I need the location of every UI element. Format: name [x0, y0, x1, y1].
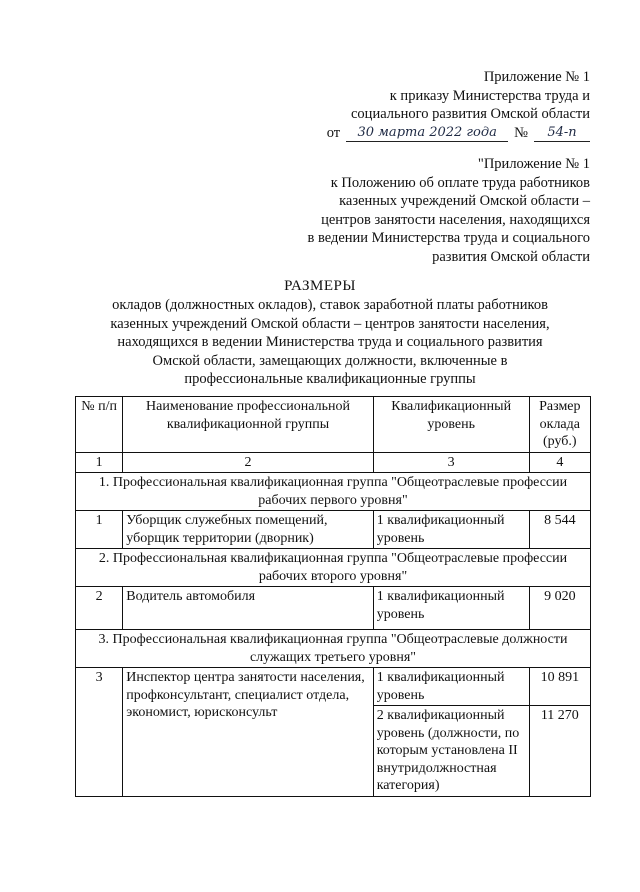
row-salary: 11 270: [529, 706, 590, 797]
index-cell: 2: [123, 452, 373, 473]
row-name: Уборщик служебных помещений, уборщик территории (дворник): [123, 511, 373, 549]
row-num: 3: [76, 668, 123, 797]
header-num: № п/п: [76, 397, 123, 453]
table-row: [76, 668, 591, 706]
row-salary: 9 020: [529, 587, 590, 630]
table-header-row: [76, 397, 591, 453]
appendix-line: к приказу Министерства труда и: [389, 87, 590, 104]
row-salary: 10 891: [529, 668, 590, 706]
row-num: 2: [76, 587, 123, 630]
handwritten-number: 54-п: [534, 125, 590, 142]
header-salary: Размер оклада (руб.): [529, 397, 590, 453]
appendix-line: центров занятости населения, находящихся: [321, 211, 590, 228]
row-level: 1 квалификационный уровень: [373, 511, 529, 549]
row-salary: 8 544: [529, 511, 590, 549]
table-row: [76, 587, 591, 630]
group-title: 2. Профессиональная квалификационная группа "Общеотраслевые профессии рабочих второго уровня": [76, 549, 591, 587]
appendix-line: социального развития Омской области: [351, 106, 590, 122]
subtitle-line: профессиональные квалификационные группы: [184, 371, 476, 387]
appendix-line: в ведении Министерства труда и социального: [307, 230, 590, 246]
group-title: 1. Профессиональная квалификационная группа "Общеотраслевые профессии рабочих первого уровня": [76, 473, 591, 511]
appendix-line: к Положению об оплате труда работников: [330, 174, 590, 191]
index-cell: 3: [373, 452, 529, 473]
row-num: 1: [76, 511, 123, 549]
row-level: 1 квалификационный уровень: [373, 668, 529, 706]
appendix-line: Приложение № 1: [483, 69, 590, 85]
row-name: Водитель автомобиля: [123, 587, 373, 630]
document-subtitle: [60, 296, 600, 389]
row-level: 2 квалификационный уровень (должности, по которым установлена II внутридолжностная категория): [373, 706, 529, 797]
header-level: Квалификационный уровень: [373, 397, 529, 453]
subtitle-line: казенных учреждений Омской области – центров занятости населения,: [110, 315, 550, 332]
appendix-line: развития Омской области: [432, 248, 590, 265]
group-row: [76, 630, 591, 668]
group-row: [76, 473, 591, 511]
subtitle-line: находящихся в ведении Министерства труда и социального развития: [117, 334, 543, 350]
group-row: [76, 549, 591, 587]
subtitle-line: Омской области, замещающих должности, включенные в: [152, 352, 508, 369]
appendix-line: казенных учреждений Омской области –: [339, 193, 590, 209]
group-title: 3. Профессиональная квалификационная группа "Общеотраслевые должности служащих третьего уровня": [76, 630, 591, 668]
row-name: Инспектор центра занятости населения, профконсультант, специалист отдела, экономист, юрисконсульт: [123, 668, 373, 797]
subtitle-line: окладов (должностных окладов), ставок заработной платы работников: [112, 297, 548, 313]
index-cell: 4: [529, 452, 590, 473]
table-row: [76, 511, 591, 549]
appendix-line: "Приложение № 1: [477, 156, 590, 172]
header-name: Наименование профессиональной квалификационной группы: [123, 397, 373, 453]
document-title: РАЗМЕРЫ: [284, 278, 356, 294]
handwritten-date: 30 марта 2022 года: [346, 125, 508, 142]
number-label: №: [514, 124, 528, 141]
appendix-inner-header: [307, 155, 590, 266]
index-cell: 1: [76, 452, 123, 473]
table-index-row: [76, 452, 591, 473]
row-level: 1 квалификационный уровень: [373, 587, 529, 630]
salary-table: [75, 396, 591, 797]
from-label: от: [326, 124, 341, 141]
appendix-header: [327, 68, 590, 142]
order-date-line: [327, 124, 590, 143]
